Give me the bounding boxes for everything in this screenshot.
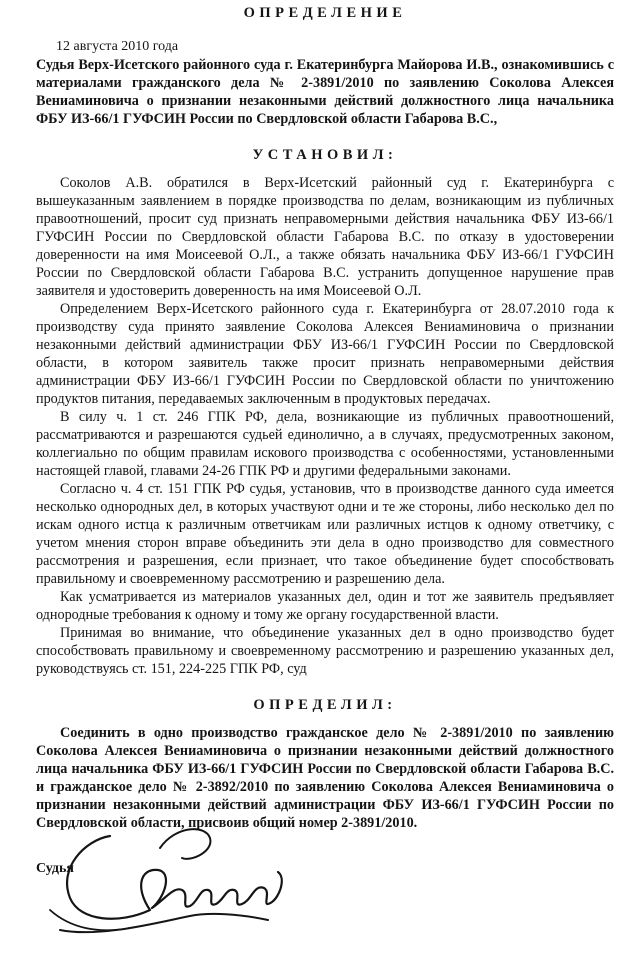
signature-stroke-main	[67, 836, 282, 919]
judge-label: Судья	[36, 861, 74, 876]
decision-paragraph: Соединить в одно производство гражданское дело № 2-3891/2010 по заявлению Соколова Алексея Вениаминовича о признании незаконными действий должностного лица начальника ФБУ ИЗ-66/1 ГУФСИН России по Свердловской области Габарова В.С. и гражданское дело № 2-3892/2010 по заявлению Соколова Алексея Вениаминовича о признании незаконными действий администрации ФБУ ИЗ-66/1 ГУФСИН России по Свердловской области, присвоив общий номер 2-3891/2010.	[36, 725, 614, 831]
signature-stroke-upper	[160, 829, 210, 859]
established-paragraph-2: Определением Верх-Исетского районного суда г. Екатеринбурга от 28.07.2010 года к производству суда принято заявление Соколова Алексея Вениаминовича о признании незаконными действий администрации ФБУ ИЗ-66/1 ГУФСИН России по Свердловской области, в котором заявитель также просит признать неправомерными действия администрации ФБУ ИЗ-66/1 ГУФСИН России по Свердловской области по уничтожению продуктов питания, передаваемых заключенным в продуктовых передачах.	[36, 301, 614, 407]
established-paragraph-6: Принимая во внимание, что объединение указанных дел в одно производство будет способствовать правильному и своевременному рассмотрению и разрешению указанных дел, руководствуясь ст. 151, 224-225 ГПК РФ, суд	[36, 625, 614, 677]
established-heading: УСТАНОВИЛ:	[252, 147, 398, 163]
intro-paragraph: Судья Верх-Исетского районного суда г. Екатеринбурга Майорова И.В., ознакомившись с материалами гражданского дела № 2-3891/2010 по заявлению Соколова Алексея Вениаминовича о признании незаконными действий должностного лица начальника ФБУ ИЗ-66/1 ГУФСИН России по Свердловской области Габарова В.С.,	[36, 57, 614, 127]
established-paragraph-5: Как усматривается из материалов указанных дел, один и тот же заявитель предъявляет однородные требования к одному и тому же органу государственной власти.	[36, 589, 614, 623]
document-title: ОПРЕДЕЛЕНИЕ	[243, 5, 407, 21]
decided-heading: ОПРЕДЕЛИЛ:	[253, 697, 397, 713]
established-paragraph-4: Согласно ч. 4 ст. 151 ГПК РФ судья, установив, что в производстве данного суда имеется несколько однородных дел, в которых участвуют одни и те же стороны, либо несколько дел по искам одного истца к различным ответчикам или различных истцов к одному ответчику, с учетом мнения сторон вправе объединить эти дела в одно производство для совместного рассмотрения и разрешения, если признает, что такое объединение будет способствовать правильному и своевременному рассмотрению и разрешению дела.	[36, 481, 614, 587]
document-date: 12 августа 2010 года	[56, 39, 179, 54]
established-paragraph-3: В силу ч. 1 ст. 246 ГПК РФ, дела, возникающие из публичных правоотношений, рассматриваются и разрешаются судьей единолично, а в случаях, предусмотренных законом, коллегиально по общим правилам искового производства с особенностями, установленными настоящей главой, главами 24-26 ГПК РФ и другими федеральными законами.	[36, 409, 614, 479]
judge-signature	[40, 818, 300, 948]
established-paragraph-1: Соколов А.В. обратился в Верх-Исетский районный суд г. Екатеринбурга с вышеуказанным заявлением в порядке производства по делам, возникающим из публичных правоотношений, просит суд признать неправомерными действия начальника ФБУ ИЗ-66/1 ГУФСИН России по Свердловской области Габарова В.С. по отказу в удостоверении доверенности на имя Моисеевой О.Л., а также обязать начальника ФБУ ИЗ-66/1 ГУФСИН России по Свердловской области Габарова В.С. устранить допущенное нарушение прав заявителя и удостоверить доверенность на имя Моисеевой О.Л.	[36, 175, 614, 299]
signature-stroke-tail	[50, 910, 130, 930]
